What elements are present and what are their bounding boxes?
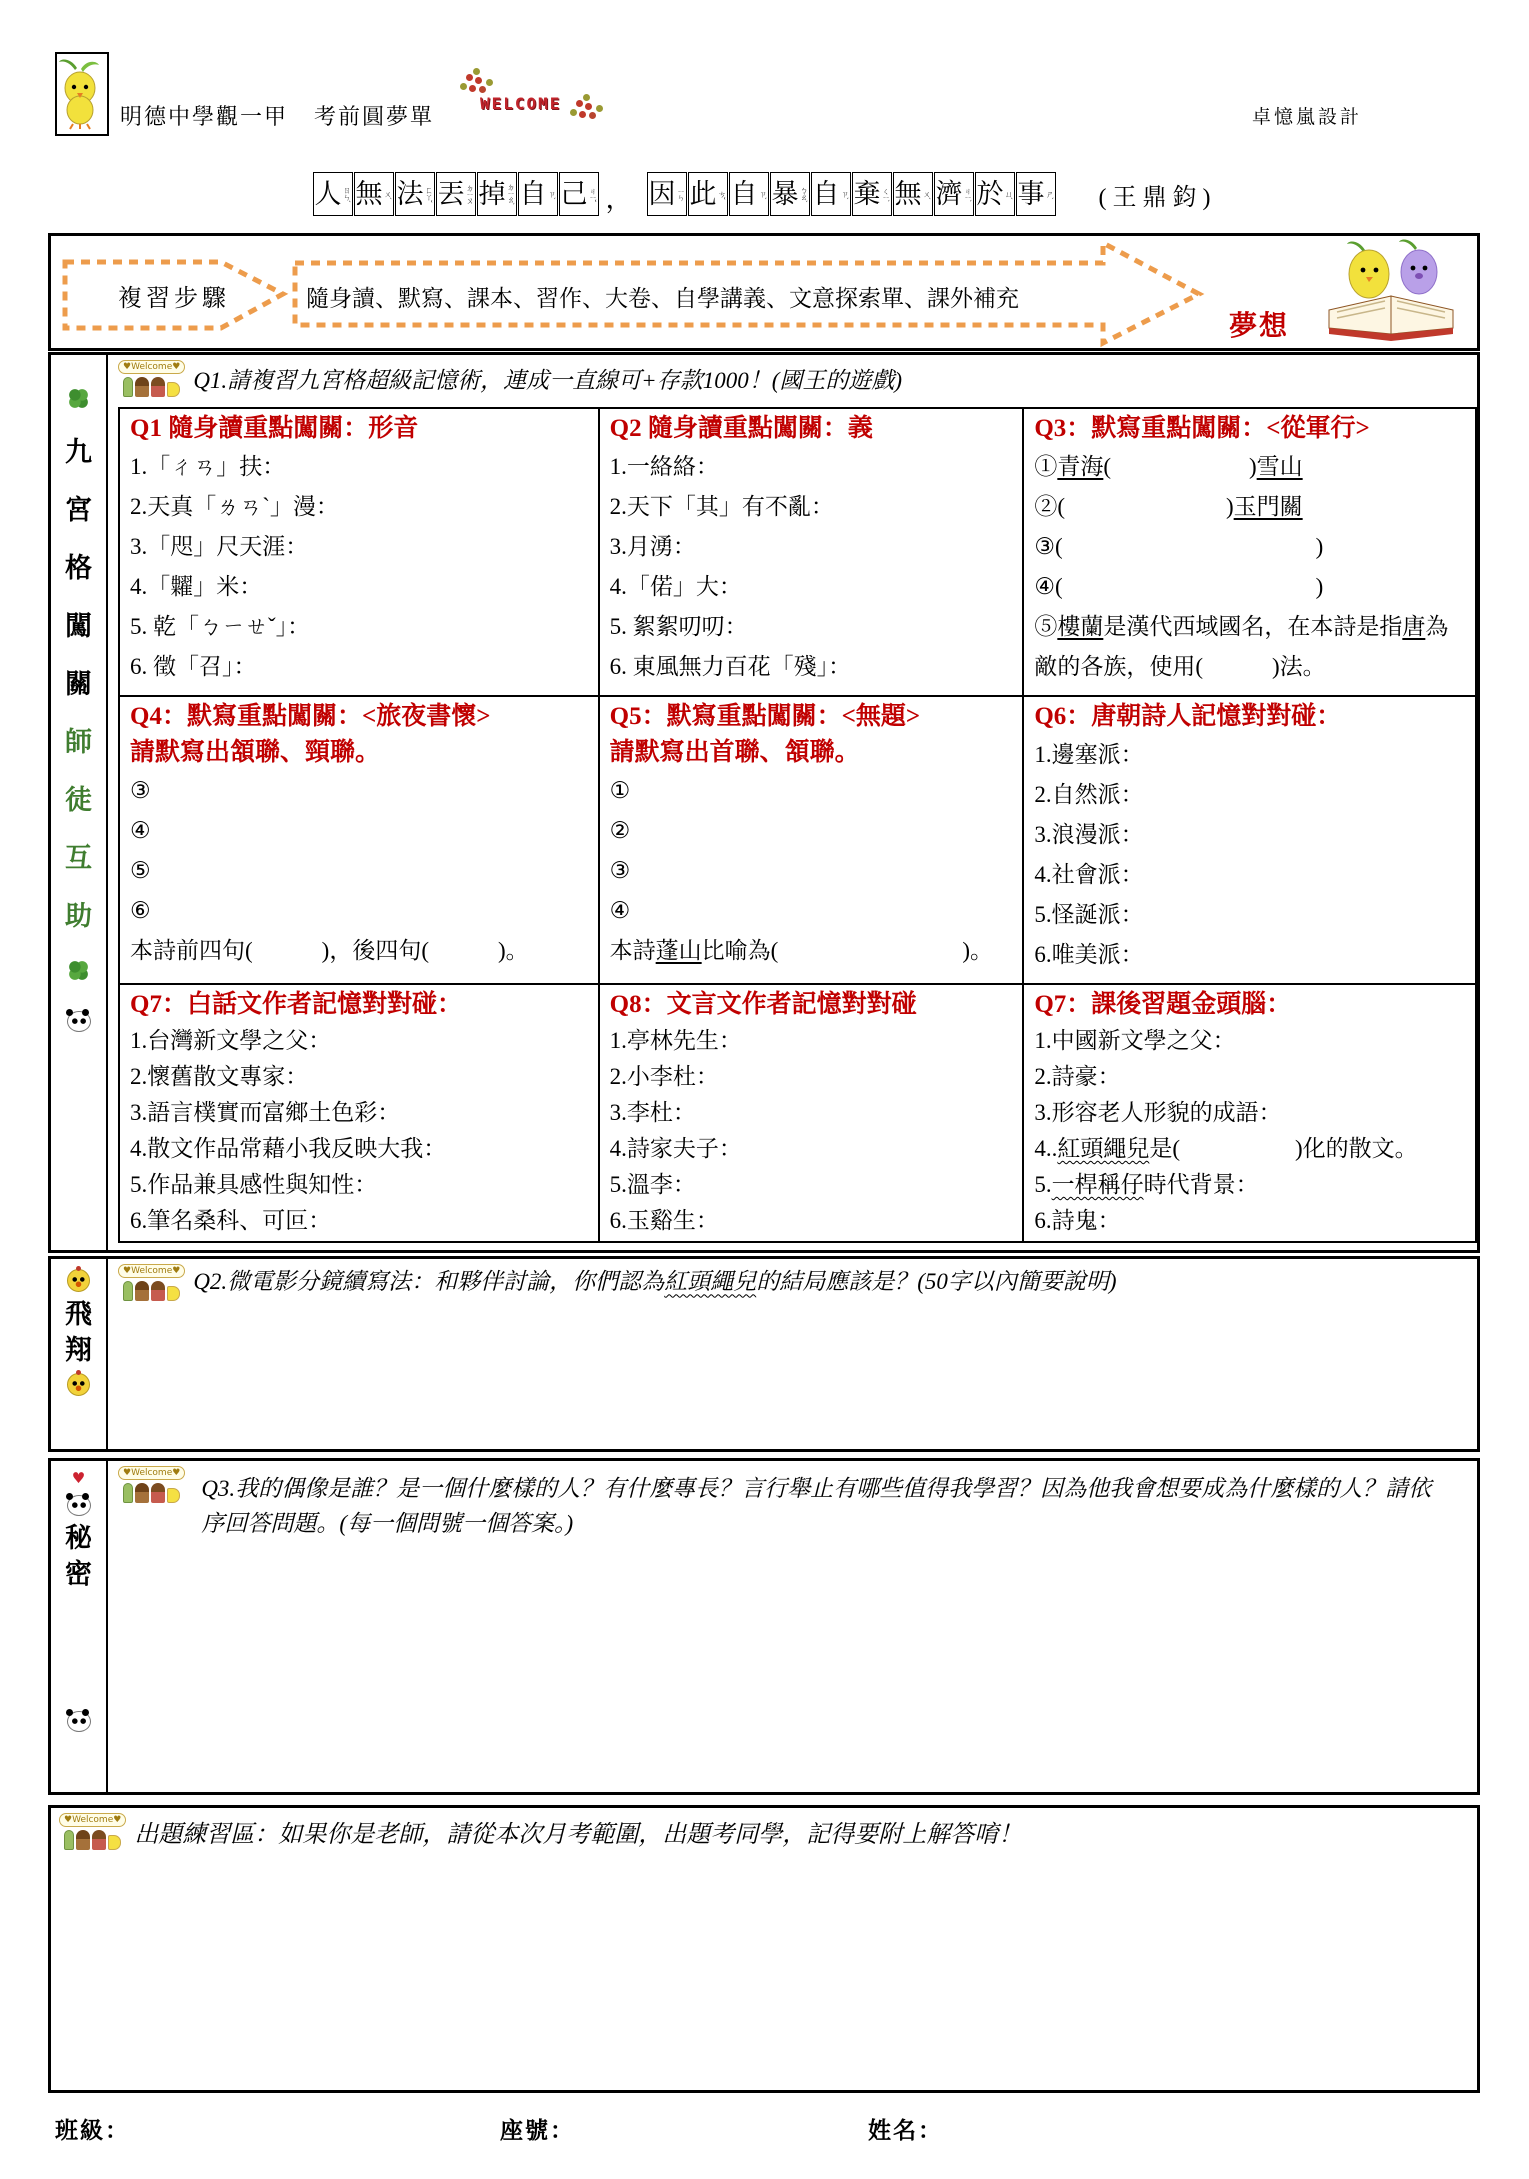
q2-instruction-text: Q2.微電影分鏡續寫法：和夥伴討論，你們認為紅頭繩兒的結局應該是？(50字以內簡要說明) <box>193 1269 1117 1295</box>
list-item: ③ <box>130 778 151 803</box>
page-title <box>120 100 434 131</box>
quote-char-box: 自 ㄗˋ <box>518 172 558 216</box>
chick-face-icon <box>67 1269 90 1292</box>
welcome-kids-icon <box>118 1466 185 1503</box>
panda-icon <box>67 1495 91 1516</box>
fly-section <box>48 1256 1480 1452</box>
grid-cell-q6 <box>1023 696 1476 984</box>
q1-instruction-line <box>110 355 1477 397</box>
welcome-bubble: ♥Welcome♥ <box>118 1466 185 1480</box>
flower-cluster-icon <box>576 100 583 107</box>
quote-char-box: 無 ㄨˊ <box>893 172 933 216</box>
list-item: 5. 乾「ㄅㄧㄝˇ」： <box>130 614 311 639</box>
list-item: ① <box>609 778 631 803</box>
nine-grid-table <box>118 407 1477 1243</box>
list-item: ⑤樓蘭是漢代西域國名，在本詩是指唐為敵的各族，使用( )法。 <box>1034 614 1449 679</box>
quote-attribution: (王鼎鈞) <box>1098 184 1217 211</box>
list-item: 1.台灣新文學之父： <box>130 1028 332 1053</box>
designer-credit: 卓憶嵐設計 <box>1252 107 1363 128</box>
list-item: 1.邊塞派： <box>1034 742 1144 767</box>
quote-char-box: 因 ㄧㄣ <box>647 172 687 216</box>
list-item: 6. 東風無力百花「殘」： <box>609 654 852 679</box>
cell-items <box>610 447 1013 687</box>
list-item: ②( )玉門關 <box>1034 494 1303 519</box>
list-item: 2.小李杜： <box>609 1064 719 1089</box>
secret-section <box>48 1458 1480 1795</box>
seat-label: 座號： <box>500 2118 575 2143</box>
grid-main-area <box>110 355 1477 1250</box>
list-item: ③ <box>609 858 631 883</box>
welcome-banner <box>448 56 628 126</box>
cell-header: Q7：白話文作者記憶對對碰： <box>130 991 462 1018</box>
cell-items <box>1034 1023 1465 1239</box>
cell-items <box>1034 735 1465 975</box>
grid-section-sidebar <box>51 355 108 1250</box>
list-item: 4.散文作品常藉小我反映大我： <box>130 1136 447 1161</box>
dream-label: 夢想 <box>1229 311 1290 342</box>
list-item: 6.玉谿生： <box>609 1208 719 1233</box>
grid-cell-q2 <box>599 408 1024 696</box>
chicks-reading-book-icon <box>1313 238 1471 348</box>
quote-char-box: 法 ㄈㄚˇ <box>395 172 435 216</box>
list-item: 2.天真「ㄌㄢˋ」漫： <box>130 494 339 519</box>
list-item: 3.李杜： <box>609 1100 696 1125</box>
sidebar-char: 關 <box>65 669 92 699</box>
sidebar-char: 秘 <box>65 1523 92 1553</box>
welcome-bubble: ♥Welcome♥ <box>59 1813 126 1827</box>
quote-char-box: 暴 ㄅㄠˋ <box>770 172 810 216</box>
cell-subheader: 請默寫出頷聯、頸聯。 <box>130 739 381 766</box>
list-item: 5.溫李： <box>609 1172 696 1197</box>
list-item: 6.唯美派： <box>1034 942 1144 967</box>
grid-cell-q8 <box>599 984 1024 1242</box>
secret-section-sidebar <box>51 1461 108 1792</box>
panda-icon <box>67 1711 91 1732</box>
list-item: ④ <box>130 818 151 843</box>
list-item: 5.怪誕派： <box>1034 902 1144 927</box>
quote-char-box: 自 ㄗˋ <box>729 172 769 216</box>
panda-icon <box>67 1011 91 1032</box>
list-item: 4.「糶」米： <box>130 574 263 599</box>
cell-items <box>1034 447 1465 687</box>
list-item: 4.社會派： <box>1034 862 1144 887</box>
secret-main-area <box>110 1461 1477 1792</box>
quote-char-box: 於 ㄩˊ <box>975 172 1015 216</box>
list-item: ⑤ <box>130 858 151 883</box>
list-item: 3.形容老人形貌的成語： <box>1034 1100 1282 1125</box>
sidebar-char: 密 <box>65 1559 92 1589</box>
welcome-banner-text: WELCOME <box>480 94 562 113</box>
list-item: 3.「咫」尺天涯： <box>130 534 309 559</box>
sidebar-char: 飛 <box>65 1299 92 1329</box>
sheet-name: 考前圓夢單 <box>314 104 435 129</box>
sidebar-char: 助 <box>65 901 92 931</box>
review-steps-text: 隨身讀、默寫、課本、習作、大卷、自學講義、文意探索單、課外補充 <box>306 286 1019 311</box>
list-item: 6.筆名桑科、可叵： <box>130 1208 332 1233</box>
welcome-kids-icon <box>118 1264 185 1301</box>
cell-items <box>610 1023 1013 1239</box>
q3-instruction-text: Q3.我的偶像是誰？是一個什麼樣的人？有什麼專長？言行舉止有哪些值得我學習？因為他我會想要成為什麼樣的人？請依序回答問題。(每一個問號一個答案。) <box>201 1476 1432 1536</box>
cell-header: Q4：默寫重點闖關：<旅夜書懷> <box>130 703 491 730</box>
quiz-practice-section <box>48 1805 1480 2093</box>
list-item: 1.「ㄔㄢ」扶： <box>130 454 286 479</box>
quote-char-box: 此 ㄘˇ <box>688 172 728 216</box>
cell-header: Q1 隨身讀重點闖關：形音 <box>130 415 419 442</box>
grid-cell-q3 <box>1023 408 1476 696</box>
sidebar-char: 徒 <box>65 785 92 815</box>
list-item: 5.一桿稱仔時代背景： <box>1034 1172 1259 1197</box>
cell-header: Q5：默寫重點闖關：<無題> <box>609 703 921 730</box>
grid-cell-q7b <box>1023 984 1476 1242</box>
clover-icon <box>69 389 88 408</box>
school-name: 明德中學觀一甲 <box>120 104 289 129</box>
flower-cluster-icon <box>466 74 473 81</box>
welcome-kids-icon <box>59 1813 126 1850</box>
welcome-bubble: ♥Welcome♥ <box>118 1264 185 1278</box>
cell-header: Q2 隨身讀重點闖關：義 <box>609 415 873 442</box>
school-chick-logo <box>55 52 109 136</box>
cell-subheader: 請默寫出首聯、頷聯。 <box>609 739 860 766</box>
sidebar-char: 師 <box>65 727 92 757</box>
list-item: 3.月湧： <box>609 534 696 559</box>
list-item: 4.「偌」大： <box>609 574 742 599</box>
fly-section-sidebar <box>51 1259 108 1449</box>
quote-char-box: 掉 ㄉㄧㄠˋ <box>477 172 517 216</box>
list-item: 5. 絮絮叨叨： <box>609 614 748 639</box>
quote-char-box: 棄 ㄑㄧˋ <box>852 172 892 216</box>
cell-items <box>130 447 588 687</box>
grid-cell-q5 <box>599 696 1024 984</box>
list-item: ①青海( )雪山 <box>1034 454 1303 479</box>
quote-char-box: 自 ㄗˋ <box>811 172 851 216</box>
sidebar-char: 九 <box>65 437 92 467</box>
cell-items <box>130 1023 588 1239</box>
quote-char-box: 人 ㄖㄣˊ <box>313 172 353 216</box>
chick-icon <box>57 54 103 130</box>
welcome-kids-icon <box>118 360 185 397</box>
list-item: ⑥ <box>130 898 151 923</box>
chick-face-icon <box>67 1373 90 1396</box>
q1-instruction-text: Q1.請複習九宮格超級記憶術，連成一直線可+存款1000！(國王的遊戲) <box>193 368 903 393</box>
list-item: 3.浪漫派： <box>1034 822 1144 847</box>
cell-header: Q7：課後習題金頭腦： <box>1034 991 1292 1018</box>
quote-char-box: 無 ㄨˊ <box>354 172 394 216</box>
list-item: 1.一絡絡： <box>609 454 719 479</box>
list-item: 6.詩鬼： <box>1034 1208 1121 1233</box>
grid-cell-q7 <box>119 984 599 1242</box>
list-item: 3.語言樸實而富鄉土色彩： <box>130 1100 401 1125</box>
grid-cell-q1 <box>119 408 599 696</box>
list-item: 4..紅頭繩兒是( )化的散文。 <box>1034 1136 1418 1161</box>
sidebar-char: 宮 <box>65 495 92 525</box>
welcome-bubble: ♥Welcome♥ <box>118 360 185 374</box>
q3-instruction-line <box>110 1461 1477 1541</box>
quote <box>0 172 1529 216</box>
name-label: 姓名： <box>868 2118 943 2143</box>
quote-char-box: 濟 ㄐㄧˋ <box>934 172 974 216</box>
quiz-instruction-line <box>51 1808 1477 1850</box>
quote-comma: ， <box>605 184 633 214</box>
list-item: 6. 徵「召」： <box>130 654 257 679</box>
sidebar-char: 闖 <box>65 611 92 641</box>
heart-icon: ♥ <box>71 1469 86 1487</box>
list-item: 1.亭林先生： <box>609 1028 742 1053</box>
review-steps-box <box>48 233 1480 351</box>
class-label: 班級： <box>55 2118 130 2143</box>
list-item: 2.懷舊散文專家： <box>130 1064 309 1089</box>
list-item: ④ <box>609 898 631 923</box>
q2-instruction-line <box>110 1259 1477 1301</box>
list-item: 1.中國新文學之父： <box>1034 1028 1236 1053</box>
nine-grid-section <box>48 352 1480 1253</box>
list-item: 5.作品兼具感性與知性： <box>130 1172 378 1197</box>
grid-cell-q4 <box>119 696 599 984</box>
sidebar-char: 互 <box>65 843 92 873</box>
cell-header: Q6：唐朝詩人記憶對對碰： <box>1034 703 1342 730</box>
quote-char-box: 己 ㄐㄧˇ <box>559 172 599 216</box>
fly-main-area <box>110 1259 1477 1449</box>
cell-items <box>610 771 1013 971</box>
list-item: 本詩蓬山比喻為( )。 <box>609 938 993 963</box>
list-item: 本詩前四句( )，後四句( )。 <box>130 938 529 963</box>
list-item: 4.詩家夫子： <box>609 1136 742 1161</box>
sidebar-char: 翔 <box>65 1335 92 1365</box>
cell-items <box>130 771 588 971</box>
list-item: ④( ) <box>1034 574 1324 599</box>
list-item: ② <box>609 818 631 843</box>
list-item: 2.自然派： <box>1034 782 1144 807</box>
quote-char-box: 丟 ㄉㄧㄡ <box>436 172 476 216</box>
cell-header: Q3：默寫重點闖關：<從軍行> <box>1034 415 1370 442</box>
quiz-instruction-text: 出題練習區：如果你是老師，請從本次月考範圍，出題考同學，記得要附上解答唷！ <box>134 1822 1023 1848</box>
review-steps-label: 複習步驟 <box>118 286 230 312</box>
sidebar-char: 格 <box>65 553 92 583</box>
clover-icon <box>69 961 88 980</box>
list-item: 2.詩豪： <box>1034 1064 1121 1089</box>
cell-header: Q8：文言文作者記憶對對碰 <box>609 991 917 1018</box>
list-item: 2.天下「其」有不亂： <box>609 494 834 519</box>
quote-char-box: 事 ㄕˋ <box>1016 172 1056 216</box>
list-item: ③( ) <box>1034 534 1324 559</box>
